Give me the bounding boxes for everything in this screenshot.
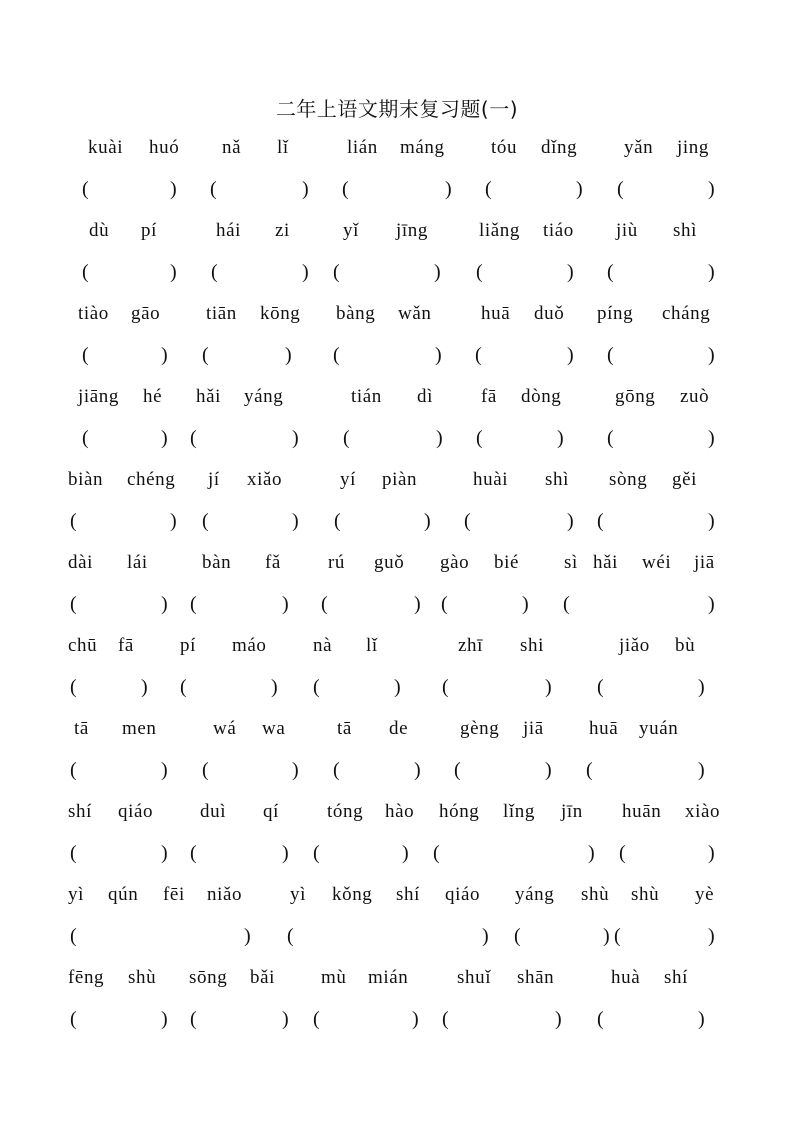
pinyin-syllable: hé bbox=[143, 386, 163, 407]
answer-blank-open-paren: ( bbox=[210, 178, 217, 200]
answer-blank-close-paren: ) bbox=[445, 178, 452, 200]
pinyin-syllable: kōng bbox=[260, 303, 301, 324]
answer-blank-close-paren: ) bbox=[161, 759, 168, 781]
answer-blank-open-paren: ( bbox=[442, 676, 449, 698]
pinyin-syllable: gāo bbox=[131, 303, 161, 324]
pinyin-syllable: xiào bbox=[685, 801, 721, 822]
answer-blank-open-paren: ( bbox=[475, 344, 482, 366]
answer-blank-open-paren: ( bbox=[464, 510, 471, 532]
pinyin-syllable: shì bbox=[673, 220, 697, 241]
pinyin-syllable: jiù bbox=[616, 220, 638, 241]
answer-blank-close-paren: ) bbox=[698, 759, 705, 781]
answer-blank-open-paren: ( bbox=[476, 427, 483, 449]
pinyin-syllable: men bbox=[122, 718, 157, 739]
answer-blank-close-paren: ) bbox=[161, 427, 168, 449]
answer-blank-open-paren: ( bbox=[442, 1008, 449, 1030]
pinyin-syllable: jiā bbox=[523, 718, 544, 739]
answer-blank-close-paren: ) bbox=[402, 842, 409, 864]
answer-blank-open-paren: ( bbox=[433, 842, 440, 864]
pinyin-syllable: gèng bbox=[460, 718, 500, 739]
answer-blank-open-paren: ( bbox=[70, 842, 77, 864]
answer-blank-close-paren: ) bbox=[522, 593, 529, 615]
answer-blank-open-paren: ( bbox=[82, 178, 89, 200]
pinyin-syllable: chū bbox=[68, 635, 98, 656]
answer-blank-open-paren: ( bbox=[614, 925, 621, 947]
pinyin-syllable: jing bbox=[677, 137, 709, 158]
answer-blank-close-paren: ) bbox=[436, 427, 443, 449]
pinyin-syllable: gōng bbox=[615, 386, 656, 407]
answer-blank-open-paren: ( bbox=[190, 842, 197, 864]
pinyin-syllable: huà bbox=[611, 967, 641, 988]
pinyin-syllable: wǎn bbox=[398, 303, 432, 324]
pinyin-syllable: jiǎo bbox=[619, 635, 650, 656]
pinyin-syllable: qí bbox=[263, 801, 279, 822]
pinyin-syllable: tiáo bbox=[543, 220, 574, 241]
answer-blank-open-paren: ( bbox=[70, 510, 77, 532]
pinyin-syllable: sì bbox=[564, 552, 578, 573]
pinyin-syllable: lián bbox=[347, 137, 378, 158]
answer-blank-open-paren: ( bbox=[82, 261, 89, 283]
pinyin-syllable: duǒ bbox=[534, 303, 565, 324]
answer-blank-open-paren: ( bbox=[313, 842, 320, 864]
pinyin-syllable: liǎng bbox=[479, 220, 520, 241]
answer-blank-close-paren: ) bbox=[708, 510, 715, 532]
answer-blank-open-paren: ( bbox=[190, 1008, 197, 1030]
pinyin-syllable: shù bbox=[128, 967, 157, 988]
pinyin-syllable: huān bbox=[622, 801, 662, 822]
pinyin-syllable: zi bbox=[275, 220, 290, 241]
pinyin-syllable: lǐ bbox=[277, 137, 289, 158]
pinyin-syllable: bàng bbox=[336, 303, 376, 324]
pinyin-syllable: fēi bbox=[163, 884, 185, 905]
answer-blank-open-paren: ( bbox=[441, 593, 448, 615]
answer-blank-open-paren: ( bbox=[334, 510, 341, 532]
pinyin-syllable: jiā bbox=[694, 552, 715, 573]
answer-blank-open-paren: ( bbox=[70, 1008, 77, 1030]
pinyin-syllable: píng bbox=[597, 303, 634, 324]
pinyin-syllable: rú bbox=[328, 552, 346, 573]
pinyin-syllable: shì bbox=[545, 469, 569, 490]
answer-blank-open-paren: ( bbox=[476, 261, 483, 283]
answer-blank-close-paren: ) bbox=[708, 178, 715, 200]
answer-blank-open-paren: ( bbox=[485, 178, 492, 200]
answer-blank-open-paren: ( bbox=[563, 593, 570, 615]
pinyin-syllable: mián bbox=[368, 967, 409, 988]
answer-blank-close-paren: ) bbox=[414, 593, 421, 615]
pinyin-syllable: hǎi bbox=[196, 386, 222, 407]
answer-blank-open-paren: ( bbox=[202, 510, 209, 532]
answer-blank-open-paren: ( bbox=[607, 261, 614, 283]
answer-blank-close-paren: ) bbox=[170, 261, 177, 283]
pinyin-syllable: shù bbox=[631, 884, 660, 905]
pinyin-syllable: bù bbox=[675, 635, 696, 656]
answer-blank-close-paren: ) bbox=[576, 178, 583, 200]
pinyin-syllable: yuán bbox=[639, 718, 679, 739]
answer-blank-open-paren: ( bbox=[586, 759, 593, 781]
pinyin-syllable: yǐ bbox=[343, 220, 359, 241]
pinyin-syllable: zhī bbox=[458, 635, 484, 656]
answer-blank-close-paren: ) bbox=[588, 842, 595, 864]
page-title: 二年上语文期末复习题(一) bbox=[275, 97, 519, 121]
pinyin-syllable: chéng bbox=[127, 469, 176, 490]
pinyin-syllable: huā bbox=[589, 718, 619, 739]
answer-blank-close-paren: ) bbox=[271, 676, 278, 698]
pinyin-syllable: fēng bbox=[68, 967, 105, 988]
answer-blank-close-paren: ) bbox=[435, 344, 442, 366]
answer-blank-close-paren: ) bbox=[424, 510, 431, 532]
pinyin-syllable: de bbox=[389, 718, 409, 739]
answer-blank-open-paren: ( bbox=[70, 925, 77, 947]
answer-blank-close-paren: ) bbox=[708, 925, 715, 947]
answer-blank-close-paren: ) bbox=[302, 261, 309, 283]
pinyin-syllable: fā bbox=[481, 386, 497, 407]
answer-blank-open-paren: ( bbox=[342, 178, 349, 200]
answer-blank-open-paren: ( bbox=[514, 925, 521, 947]
answer-blank-open-paren: ( bbox=[82, 344, 89, 366]
answer-blank-close-paren: ) bbox=[282, 842, 289, 864]
answer-blank-close-paren: ) bbox=[708, 842, 715, 864]
answer-blank-close-paren: ) bbox=[603, 925, 610, 947]
pinyin-syllable: fā bbox=[118, 635, 134, 656]
answer-blank-close-paren: ) bbox=[292, 510, 299, 532]
pinyin-syllable: lǐng bbox=[503, 801, 535, 822]
pinyin-syllable: yì bbox=[290, 884, 306, 905]
pinyin-syllable: kuài bbox=[88, 137, 124, 158]
pinyin-syllable: piàn bbox=[382, 469, 418, 490]
pinyin-syllable: shí bbox=[396, 884, 420, 905]
pinyin-syllable: máo bbox=[232, 635, 267, 656]
answer-blank-close-paren: ) bbox=[161, 1008, 168, 1030]
answer-blank-open-paren: ( bbox=[607, 427, 614, 449]
answer-blank-open-paren: ( bbox=[343, 427, 350, 449]
pinyin-syllable: biàn bbox=[68, 469, 104, 490]
answer-blank-close-paren: ) bbox=[282, 593, 289, 615]
answer-blank-open-paren: ( bbox=[607, 344, 614, 366]
answer-blank-open-paren: ( bbox=[333, 344, 340, 366]
answer-blank-close-paren: ) bbox=[161, 842, 168, 864]
answer-blank-close-paren: ) bbox=[412, 1008, 419, 1030]
pinyin-syllable: yǎn bbox=[624, 137, 654, 158]
answer-blank-close-paren: ) bbox=[708, 261, 715, 283]
pinyin-syllable: dù bbox=[89, 220, 110, 241]
answer-blank-close-paren: ) bbox=[555, 1008, 562, 1030]
pinyin-syllable: gào bbox=[440, 552, 470, 573]
pinyin-syllable: qún bbox=[108, 884, 139, 905]
pinyin-syllable: yáng bbox=[515, 884, 555, 905]
pinyin-syllable: sōng bbox=[189, 967, 228, 988]
answer-blank-close-paren: ) bbox=[545, 759, 552, 781]
pinyin-syllable: lǐ bbox=[366, 635, 378, 656]
pinyin-syllable: yáng bbox=[244, 386, 284, 407]
answer-blank-open-paren: ( bbox=[70, 676, 77, 698]
answer-blank-close-paren: ) bbox=[292, 427, 299, 449]
pinyin-syllable: lái bbox=[127, 552, 148, 573]
answer-blank-close-paren: ) bbox=[698, 676, 705, 698]
pinyin-syllable: pí bbox=[180, 635, 196, 656]
pinyin-syllable: wá bbox=[213, 718, 237, 739]
answer-blank-close-paren: ) bbox=[282, 1008, 289, 1030]
pinyin-syllable: dòng bbox=[521, 386, 562, 407]
pinyin-syllable: yí bbox=[340, 469, 356, 490]
answer-blank-close-paren: ) bbox=[557, 427, 564, 449]
pinyin-syllable: dǐng bbox=[541, 137, 578, 158]
pinyin-syllable: zuò bbox=[680, 386, 710, 407]
answer-blank-open-paren: ( bbox=[190, 427, 197, 449]
answer-blank-open-paren: ( bbox=[202, 759, 209, 781]
pinyin-syllable: tóng bbox=[327, 801, 364, 822]
pinyin-syllable: shí bbox=[68, 801, 92, 822]
answer-blank-close-paren: ) bbox=[708, 593, 715, 615]
answer-blank-open-paren: ( bbox=[211, 261, 218, 283]
answer-blank-open-paren: ( bbox=[313, 676, 320, 698]
pinyin-syllable: wéi bbox=[642, 552, 672, 573]
answer-blank-close-paren: ) bbox=[698, 1008, 705, 1030]
pinyin-syllable: bàn bbox=[202, 552, 232, 573]
answer-blank-close-paren: ) bbox=[170, 510, 177, 532]
pinyin-syllable: duì bbox=[200, 801, 227, 822]
pinyin-syllable: pí bbox=[141, 220, 157, 241]
pinyin-syllable: jīng bbox=[396, 220, 428, 241]
answer-blank-open-paren: ( bbox=[619, 842, 626, 864]
pinyin-syllable: bié bbox=[494, 552, 520, 573]
pinyin-syllable: hái bbox=[216, 220, 242, 241]
pinyin-syllable: guǒ bbox=[374, 552, 405, 573]
answer-blank-close-paren: ) bbox=[708, 344, 715, 366]
pinyin-syllable: tián bbox=[351, 386, 382, 407]
answer-blank-close-paren: ) bbox=[141, 676, 148, 698]
pinyin-syllable: jiāng bbox=[78, 386, 119, 407]
answer-blank-close-paren: ) bbox=[482, 925, 489, 947]
answer-blank-close-paren: ) bbox=[434, 261, 441, 283]
pinyin-syllable: máng bbox=[400, 137, 445, 158]
answer-blank-close-paren: ) bbox=[394, 676, 401, 698]
answer-blank-close-paren: ) bbox=[567, 510, 574, 532]
answer-blank-close-paren: ) bbox=[285, 344, 292, 366]
answer-blank-open-paren: ( bbox=[321, 593, 328, 615]
pinyin-syllable: hóng bbox=[439, 801, 480, 822]
pinyin-syllable: shí bbox=[664, 967, 688, 988]
pinyin-syllable: fǎ bbox=[265, 552, 281, 573]
answer-blank-open-paren: ( bbox=[597, 510, 604, 532]
pinyin-syllable: shuǐ bbox=[457, 967, 492, 988]
pinyin-syllable: yì bbox=[68, 884, 84, 905]
pinyin-syllable: tā bbox=[74, 718, 89, 739]
answer-blank-open-paren: ( bbox=[82, 427, 89, 449]
answer-blank-close-paren: ) bbox=[545, 676, 552, 698]
pinyin-syllable: mù bbox=[321, 967, 347, 988]
answer-blank-open-paren: ( bbox=[180, 676, 187, 698]
answer-blank-close-paren: ) bbox=[170, 178, 177, 200]
answer-blank-close-paren: ) bbox=[567, 261, 574, 283]
answer-blank-open-paren: ( bbox=[70, 593, 77, 615]
answer-blank-open-paren: ( bbox=[202, 344, 209, 366]
pinyin-syllable: dì bbox=[417, 386, 433, 407]
answer-blank-close-paren: ) bbox=[292, 759, 299, 781]
answer-blank-close-paren: ) bbox=[161, 593, 168, 615]
pinyin-syllable: xiǎo bbox=[247, 469, 283, 490]
pinyin-syllable: jí bbox=[208, 469, 220, 490]
pinyin-syllable: shù bbox=[581, 884, 610, 905]
answer-blank-open-paren: ( bbox=[333, 759, 340, 781]
answer-blank-open-paren: ( bbox=[287, 925, 294, 947]
answer-blank-close-paren: ) bbox=[302, 178, 309, 200]
pinyin-syllable: hào bbox=[385, 801, 415, 822]
pinyin-syllable: gěi bbox=[672, 469, 698, 490]
pinyin-syllable: qiáo bbox=[118, 801, 154, 822]
pinyin-syllable: sòng bbox=[609, 469, 648, 490]
answer-blank-close-paren: ) bbox=[161, 344, 168, 366]
answer-blank-open-paren: ( bbox=[454, 759, 461, 781]
pinyin-syllable: cháng bbox=[662, 303, 711, 324]
answer-blank-close-paren: ) bbox=[567, 344, 574, 366]
pinyin-syllable: nǎ bbox=[222, 137, 242, 158]
answer-blank-open-paren: ( bbox=[597, 1008, 604, 1030]
pinyin-syllable: hǎi bbox=[593, 552, 619, 573]
pinyin-syllable: shi bbox=[520, 635, 544, 656]
answer-blank-close-paren: ) bbox=[244, 925, 251, 947]
pinyin-syllable: bǎi bbox=[250, 967, 276, 988]
pinyin-syllable: kǒng bbox=[332, 884, 373, 905]
pinyin-syllable: huā bbox=[481, 303, 511, 324]
answer-blank-close-paren: ) bbox=[708, 427, 715, 449]
pinyin-syllable: yè bbox=[695, 884, 715, 905]
answer-blank-close-paren: ) bbox=[414, 759, 421, 781]
pinyin-syllable: tiān bbox=[206, 303, 237, 324]
answer-blank-open-paren: ( bbox=[617, 178, 624, 200]
answer-blank-open-paren: ( bbox=[333, 261, 340, 283]
answer-blank-open-paren: ( bbox=[70, 759, 77, 781]
answer-blank-open-paren: ( bbox=[597, 676, 604, 698]
pinyin-syllable: huài bbox=[473, 469, 509, 490]
pinyin-syllable: tā bbox=[337, 718, 352, 739]
pinyin-syllable: niǎo bbox=[207, 884, 243, 905]
pinyin-syllable: wa bbox=[262, 718, 286, 739]
pinyin-syllable: nà bbox=[313, 635, 333, 656]
pinyin-syllable: tiào bbox=[78, 303, 109, 324]
pinyin-syllable: shān bbox=[517, 967, 555, 988]
pinyin-syllable: tóu bbox=[491, 137, 518, 158]
pinyin-syllable: qiáo bbox=[445, 884, 481, 905]
pinyin-syllable: huó bbox=[149, 137, 180, 158]
answer-blank-open-paren: ( bbox=[190, 593, 197, 615]
answer-blank-open-paren: ( bbox=[313, 1008, 320, 1030]
pinyin-syllable: jīn bbox=[561, 801, 583, 822]
pinyin-syllable: dài bbox=[68, 552, 94, 573]
